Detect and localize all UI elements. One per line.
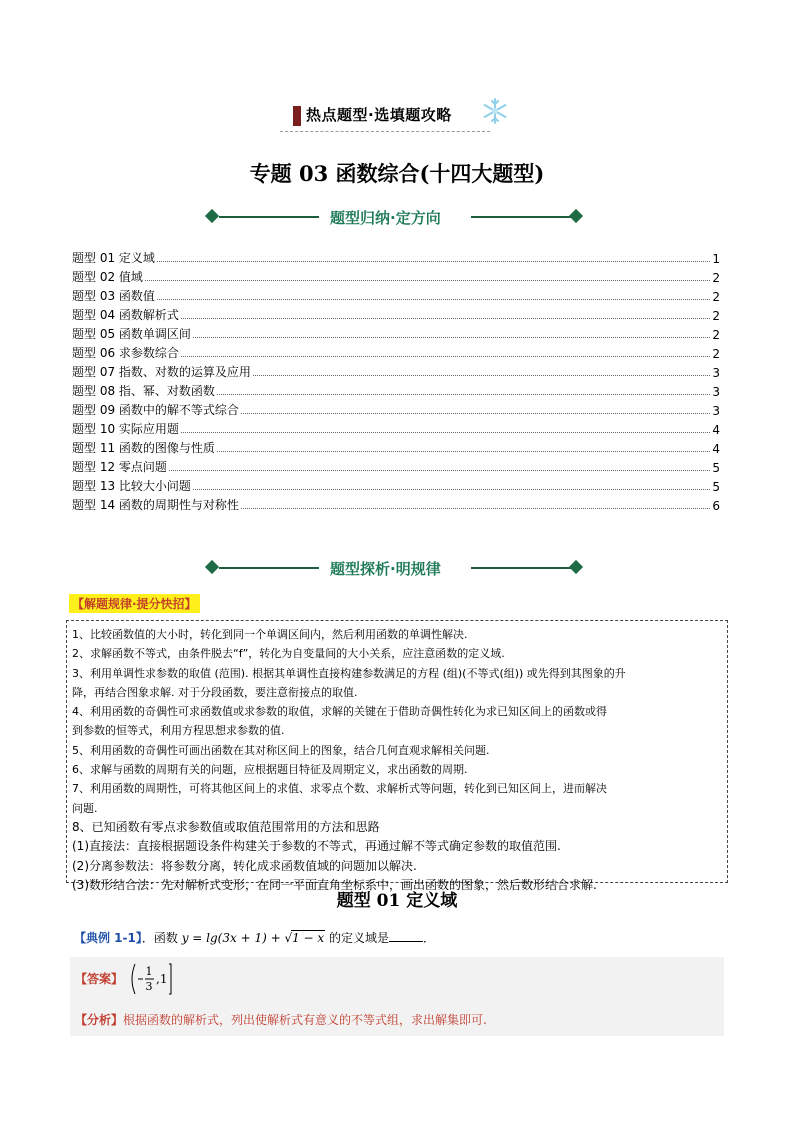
diamond-icon [569, 560, 583, 574]
answer-denominator: 3 [145, 980, 153, 993]
answer-upper: ,1 [156, 972, 168, 986]
section-header-induction [205, 207, 585, 227]
tip-line: 到参数的恒等式，利用方程思想求参数的值. [72, 724, 285, 738]
divider-left [219, 216, 319, 218]
divider-left [219, 567, 319, 569]
section-title: 题型探析·明规律 [330, 560, 441, 578]
toc-item[interactable]: 题型 05 函数单调区间 2 [72, 327, 720, 342]
tip-line: 5、利用函数的奇偶性可画出函数在其对称区间上的图象，结合几何直观求解相关问题. [72, 743, 490, 757]
diamond-icon [205, 209, 219, 223]
answer-value [127, 962, 177, 996]
snowflake-icon [480, 96, 510, 126]
tip-line: 问题. [72, 801, 98, 815]
toc-item[interactable]: 题型 09 函数中的解不等式综合 3 [72, 403, 720, 418]
toc-item[interactable]: 题型 03 函数值 2 [72, 289, 720, 304]
toc-item[interactable]: 题型 12 零点问题 5 [72, 460, 720, 475]
divider-right [471, 567, 571, 569]
table-of-contents [72, 247, 720, 513]
toc-item[interactable]: 题型 13 比较大小问题 5 [72, 479, 720, 494]
tip-line: (3)数形结合法：先对解析式变形，在同一平面直角坐标系中，画出函数的图象，然后数形结合求解. [72, 877, 597, 892]
tip-line: 3、利用单调性求参数的取值 (范围). 根据其单调性直接构建参数满足的方程 (组)(不等式(组)) 或先得到其图象的升 [72, 666, 626, 680]
section-header-analysis [205, 558, 585, 578]
section-title: 题型归纳·定方向 [330, 209, 441, 227]
answer-blank [389, 941, 423, 942]
toc-item[interactable]: 题型 01 定义域 1 [72, 251, 720, 266]
tip-line: (2)分离参数法：将参数分离，转化成求函数值域的问题加以解决. [72, 858, 417, 873]
header-badge: 热点题型·选填题攻略 [306, 106, 452, 124]
tips-tag: 【解题规律·提分快招】 [69, 594, 200, 613]
tip-line: (1)直接法：直接根据题设条件构建关于参数的不等式，再通过解不等式确定参数的取值范围. [72, 839, 561, 854]
analysis-text: 【分析】根据函数的解析式，列出使解析式有意义的不等式组，求出解集即可. [75, 1013, 487, 1027]
tip-line: 2、求解函数不等式，由条件脱去“f”，转化为自变量间的大小关系，应注意函数的定义域. [72, 647, 505, 661]
tip-line: 4、利用函数的奇偶性可求函数值或求参数的取值，求解的关键在于借助奇偶性转化为求已知区间上的函数或得 [72, 705, 607, 719]
toc-item[interactable]: 题型 06 求参数综合 2 [72, 346, 720, 361]
toc-item[interactable]: 题型 10 实际应用题 4 [72, 422, 720, 437]
divider-right [471, 216, 571, 218]
tips-box [66, 620, 728, 892]
function-formula: y = lg(3x + 1) + [181, 931, 285, 945]
tip-line: 1、比较函数值的大小时，转化到同一个单调区间内，然后利用函数的单调性解决. [72, 628, 468, 641]
tip-line: 7、利用函数的周期性，可将其他区间上的求值、求零点个数、求解析式等问题，转化到已知区间上，进而解决 [72, 782, 607, 796]
toc-item[interactable]: 题型 14 函数的周期性与对称性 6 [72, 498, 720, 513]
example-tag: 【典例 1-1】 [74, 931, 142, 945]
toc-item[interactable]: 题型 02 值域 2 [72, 270, 720, 285]
header-divider [280, 131, 490, 132]
sqrt-symbol: √ [284, 931, 293, 945]
toc-item[interactable]: 题型 08 指、幂、对数函数 3 [72, 384, 720, 399]
diamond-icon [569, 209, 583, 223]
toc-item[interactable]: 题型 11 函数的图像与性质 4 [72, 441, 720, 456]
toc-item[interactable]: 题型 04 函数解析式 2 [72, 308, 720, 323]
diamond-icon [205, 560, 219, 574]
toc-item[interactable]: 题型 07 指数、对数的运算及应用 3 [72, 365, 720, 380]
analysis-label: 【分析】 [75, 1013, 124, 1027]
type01-heading: 题型 01 定义域 [336, 891, 458, 911]
tip-line: 6、求解与函数的周期有关的问题，应根据题目特征及周期定义，求出函数的周期. [72, 763, 468, 777]
answer-label: 【答案】 [75, 972, 124, 986]
example-question: 【典例 1-1】．函数 y = lg(3x + 1) + √1 − x 的定义域是 ． [74, 931, 436, 945]
header-accent-bar [293, 106, 301, 126]
page-title: 专题 03 函数综合(十四大题型) [249, 161, 545, 186]
tip-line: 8、已知函数有零点求参数值或取值范围常用的方法和思路 [72, 819, 380, 834]
sqrt-radicand: 1 − x [292, 931, 325, 945]
tip-line: 降，再结合图象求解. 对于分段函数，要注意衔接点的取值. [72, 685, 358, 699]
answer-numerator: 1 [145, 965, 153, 978]
